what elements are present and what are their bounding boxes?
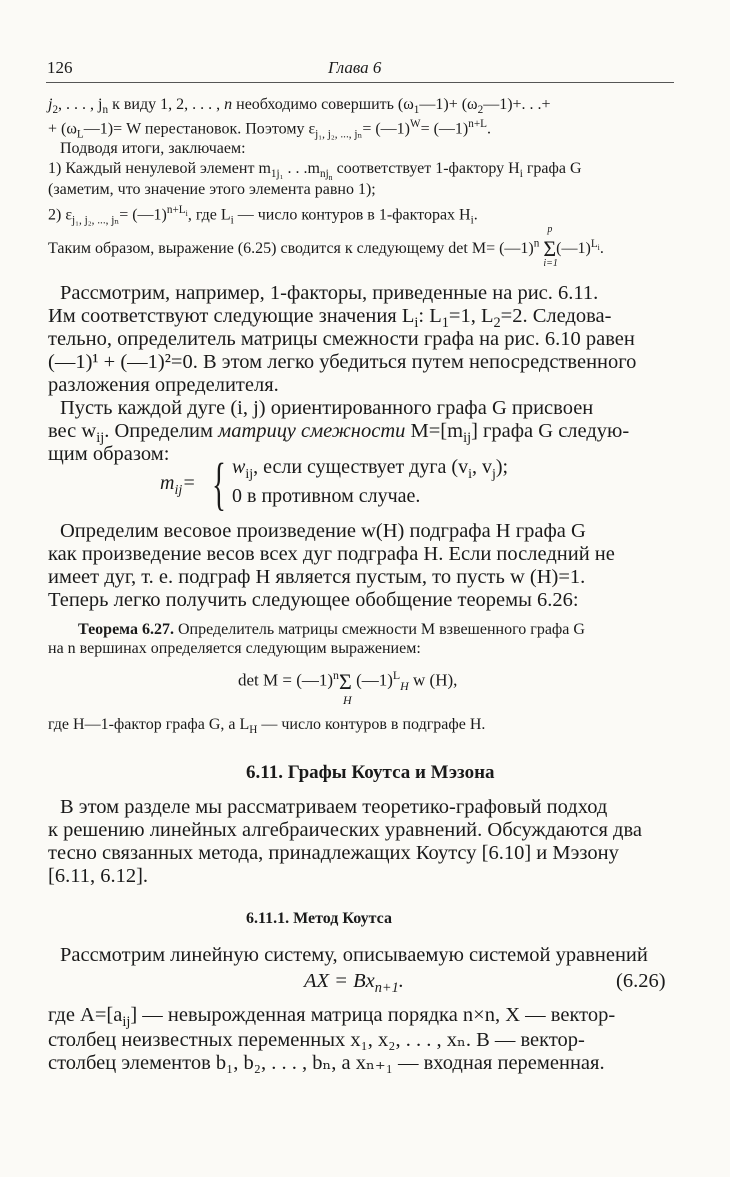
para3-line2: как произведение весов всех дуг подграфа H. Если последний не <box>48 543 615 565</box>
small-item-2: 2) $\varepsilon_{j_1, j_2, ..., j_n}=$ (—1)$^{n+L_i}$, где $L_i$ — число контуров в 1-факторах $H_i$. <box>48 204 478 227</box>
formula-brace: { <box>212 451 226 516</box>
header-rule <box>46 82 674 83</box>
para3-line4: Теперь легко получить следующее обобщение теоремы 6.26: <box>48 589 579 611</box>
subsection-line4: столбец элементов b₁, b₂, . . . , bₙ, а xₙ₊₁ — входная переменная. <box>48 1052 605 1074</box>
para2-line3: щим образом: <box>48 443 170 465</box>
formula-case-2: 0 в противном случае. <box>232 485 421 507</box>
para3-line3: имеет дуг, т. е. подграф H является пустым, то пусть w (H)=1. <box>48 566 586 588</box>
formula-mij-lhs: $m_{ij}=$ <box>160 472 196 498</box>
para1-line3: тельно, определитель матрицы смежности графа на рис. 6.10 равен <box>48 328 635 350</box>
section-line2: к решению линейных алгебраических уравнений. Обсуждаются два <box>48 819 642 841</box>
section-line1: В этом разделе мы рассматриваем теоретико-графовый подход <box>60 796 608 818</box>
para1-line1: Рассмотрим, например, 1-факторы, приведенные на рис. 6.11. <box>60 282 599 304</box>
para3-line1: Определим весовое произведение w(H) подграфа H графа G <box>60 520 586 542</box>
formula-case-1: $w_{ij}$, если существует дуга ($v_i$, $v_j$); <box>232 456 509 482</box>
para1-line2: Им соответствуют следующие значения $L_i$: $L_1=1$, $L_2=2$. Следова- <box>48 305 612 332</box>
subsection-line3: столбец неизвестных переменных x₁, x₂, . . . , xₙ. B — вектор- <box>48 1029 585 1051</box>
subsection-line2: где $A=[a_{ij}]$ — невырожденная матрица порядка n×n, X — вектор- <box>48 1004 616 1031</box>
para2-line2: вес $w_{ij}$. Определим матрицу смежности $M=[m_{ij}]$ графа G следую- <box>48 420 630 447</box>
subsection-line1: Рассмотрим линейную систему, описываемую системой уравнений <box>60 944 648 966</box>
sum-symbol: Σ p i=1 <box>543 224 558 269</box>
section-line4: [6.11, 6.12]. <box>48 865 149 887</box>
small-line-1: $j_2$, . . . , $j_n$ к виду 1, 2, . . . , n необходимо совершить $(\omega_1—1)+$ $(\omega_2—1)+$. . .+ <box>48 96 551 117</box>
theorem-formula: det M = (—1)$^n$Σ H (—1)$^L_H$ w (H), <box>238 668 458 707</box>
theorem-sum-symbol: Σ H <box>339 668 352 707</box>
small-line-2: + $(\omega_L—1)= W$ перестановок. Поэтому $\varepsilon_{j_1, j_2, ..., j_n}=$ (—1)$^W$= (—1)$^{n+L}$. <box>48 118 491 141</box>
theorem-line3: где H—1-фактор графа G, а $L_H$ — число контуров в подграфе H. <box>48 716 486 737</box>
section-line3: тесно связанных метода, принадлежащих Коутсу [6.10] и Мэзону <box>48 842 619 864</box>
page-number: 126 <box>47 58 73 77</box>
theorem-line2: на n вершинах определяется следующим выражением: <box>48 640 421 657</box>
para1-line5: разложения определителя. <box>48 374 279 396</box>
equation-6-26: AX = $Bx_{n+1}$. <box>304 970 404 997</box>
para2-line1: Пусть каждой дуге (i, j) ориентированного графа G присвоен <box>60 397 594 419</box>
para1-line4: (—1)¹ + (—1)²=0. В этом легко убедиться путем непосредственного <box>48 351 637 373</box>
chapter-title: Глава 6 <box>328 58 382 77</box>
equation-number: (6.26) <box>616 970 666 992</box>
small-line-3: Подводя итоги, заключаем: <box>60 140 246 157</box>
theorem-label: Теорема 6.27. <box>78 621 174 638</box>
small-summary: Таким образом, выражение (6.25) сводится к следующему det M= (—1)$^n$ Σ p i=1 (—1)$^{L_i}$. <box>48 224 604 269</box>
small-item-1-cont: (заметим, что значение этого элемента равно 1); <box>48 181 376 198</box>
small-item-1: 1) Каждый ненулевой элемент $m_{1j_1}$ . . $.m_{nj_n}$ соответствует 1-фактору $H_i$ графа G <box>48 160 582 183</box>
theorem-line1: Теорема 6.27. Определитель матрицы смежности M взвешенного графа G <box>78 621 585 638</box>
subsection-title: 6.11.1. Метод Коутса <box>246 910 392 927</box>
section-title: 6.11. Графы Коутса и Мэзона <box>246 762 495 783</box>
